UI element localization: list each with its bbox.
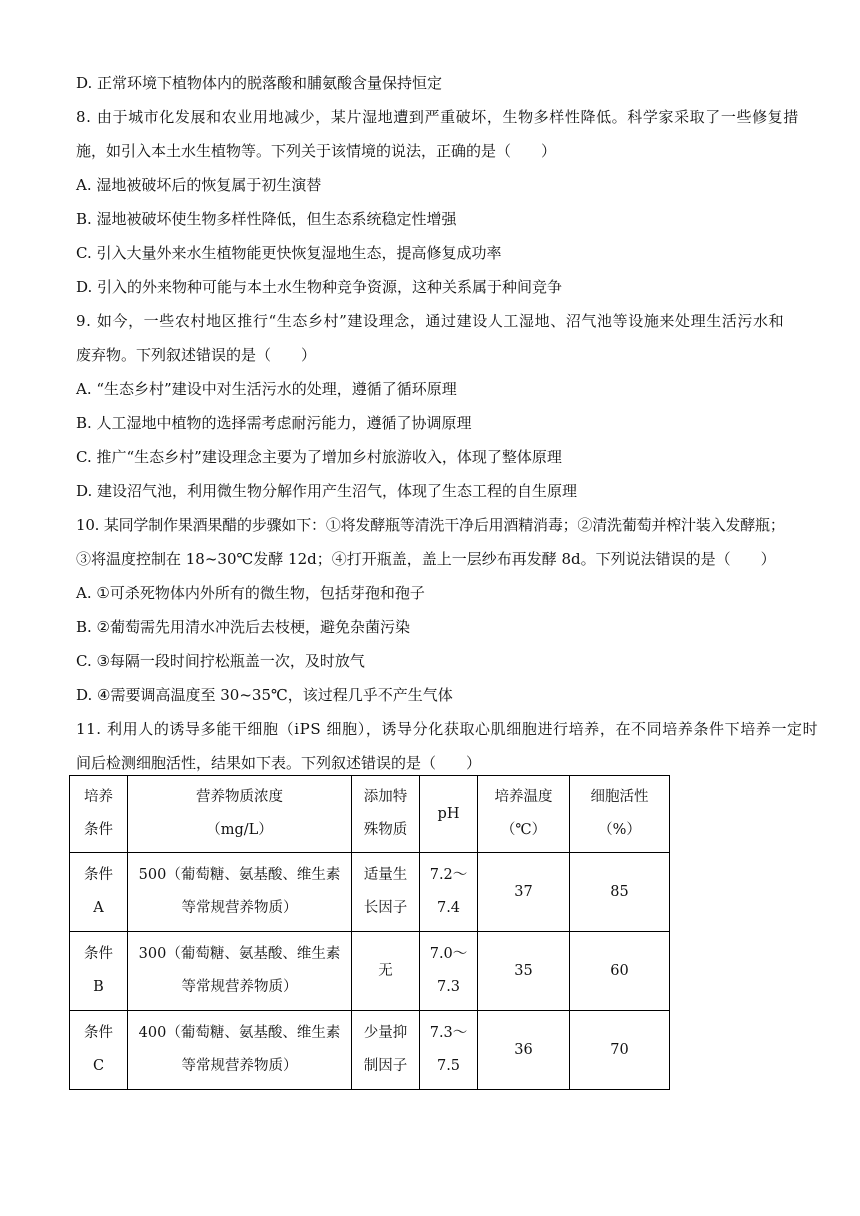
cell-special: 少量抑 制因子 bbox=[352, 1011, 420, 1090]
cell-activity: 70 bbox=[570, 1011, 670, 1090]
cell-condition: 条件 A bbox=[70, 853, 128, 932]
cell-temperature: 37 bbox=[478, 853, 570, 932]
header-temperature: 培养温度 （℃） bbox=[478, 776, 570, 853]
cell-nutrient: 300（葡萄糖、氨基酸、维生素 等常规营养物质） bbox=[128, 932, 352, 1011]
table-row bbox=[70, 1011, 670, 1090]
header-condition: 培养 条件 bbox=[70, 776, 128, 853]
q9-option-b: B. 人工湿地中植物的选择需考虑耐污能力，遵循了协调原理 bbox=[76, 414, 472, 432]
q8-stem-line1: 8. 由于城市化发展和农业用地减少，某片湿地遭到严重破坏，生物多样性降低。科学家采取了一些修复措 bbox=[76, 108, 799, 126]
q10-stem-line2: ③将温度控制在 18~30℃发酵 12d；④打开瓶盖，盖上一层纱布再发酵 8d。下列说法错误的是（ ） bbox=[76, 550, 776, 568]
cell-special: 无 bbox=[352, 932, 420, 1011]
q9-option-d: D. 建设沼气池，利用微生物分解作用产生沼气，体现了生态工程的自生原理 bbox=[76, 482, 578, 500]
cell-activity: 60 bbox=[570, 932, 670, 1011]
q8-option-d: D. 引入的外来物种可能与本土水生物种竞争资源，这种关系属于种间竞争 bbox=[76, 278, 563, 296]
table-header-row bbox=[70, 776, 670, 853]
q9-option-c: C. 推广“生态乡村”建设理念主要为了增加乡村旅游收入，体现了整体原理 bbox=[76, 448, 562, 466]
q7-option-d: D. 正常环境下植物体内的脱落酸和脯氨酸含量保持恒定 bbox=[76, 74, 443, 92]
header-special-substance: 添加特 殊物质 bbox=[352, 776, 420, 853]
q8-stem-line2: 施，如引入本土水生植物等。下列关于该情境的说法，正确的是（ ） bbox=[76, 142, 557, 160]
cell-condition: 条件 C bbox=[70, 1011, 128, 1090]
cell-ph: 7.2～ 7.4 bbox=[420, 853, 478, 932]
cell-nutrient: 500（葡萄糖、氨基酸、维生素 等常规营养物质） bbox=[128, 853, 352, 932]
q9-stem-line1: 9. 如今，一些农村地区推行“生态乡村”建设理念，通过建设人工湿地、沼气池等设施来处理生活污水和 bbox=[76, 312, 785, 330]
cell-special: 适量生 长因子 bbox=[352, 853, 420, 932]
cell-nutrient: 400（葡萄糖、氨基酸、维生素 等常规营养物质） bbox=[128, 1011, 352, 1090]
q11-stem-line1: 11. 利用人的诱导多能干细胞（iPS 细胞），诱导分化获取心肌细胞进行培养，在不同培养条件下培养一定时 bbox=[76, 720, 819, 738]
q11-stem-line2: 间后检测细胞活性，结果如下表。下列叙述错误的是（ ） bbox=[76, 754, 482, 772]
table-row bbox=[70, 932, 670, 1011]
table-row bbox=[70, 853, 670, 932]
q9-stem-line2: 废弃物。下列叙述错误的是（ ） bbox=[76, 346, 317, 364]
cell-ph: 7.0～ 7.3 bbox=[420, 932, 478, 1011]
q9-option-a: A. “生态乡村”建设中对生活污水的处理，遵循了循环原理 bbox=[76, 380, 457, 398]
cell-temperature: 35 bbox=[478, 932, 570, 1011]
cell-condition: 条件 B bbox=[70, 932, 128, 1011]
culture-conditions-table bbox=[69, 775, 670, 1090]
q8-option-b: B. 湿地被破坏使生物多样性降低，但生态系统稳定性增强 bbox=[76, 210, 457, 228]
cell-ph: 7.3～ 7.5 bbox=[420, 1011, 478, 1090]
q10-option-a: A. ①可杀死物体内外所有的微生物，包括芽孢和孢子 bbox=[76, 584, 425, 602]
q10-option-b: B. ②葡萄需先用清水冲洗后去枝梗，避免杂菌污染 bbox=[76, 618, 411, 636]
q10-option-c: C. ③每隔一段时间拧松瓶盖一次，及时放气 bbox=[76, 652, 365, 670]
header-ph: pH bbox=[420, 776, 478, 853]
cell-temperature: 36 bbox=[478, 1011, 570, 1090]
q10-option-d: D. ④需要调高温度至 30~35℃，该过程几乎不产生气体 bbox=[76, 686, 453, 704]
q10-stem-line1: 10. 某同学制作果酒果醋的步骤如下：①将发酵瓶等清洗干净后用酒精消毒；②清洗葡萄并榨汁装入发酵瓶； bbox=[76, 516, 785, 534]
cell-activity: 85 bbox=[570, 853, 670, 932]
header-activity: 细胞活性 （%） bbox=[570, 776, 670, 853]
q8-option-c: C. 引入大量外来水生植物能更快恢复湿地生态，提高修复成功率 bbox=[76, 244, 502, 262]
header-nutrient: 营养物质浓度 （mg/L） bbox=[128, 776, 352, 853]
q8-option-a: A. 湿地被破坏后的恢复属于初生演替 bbox=[76, 176, 322, 194]
